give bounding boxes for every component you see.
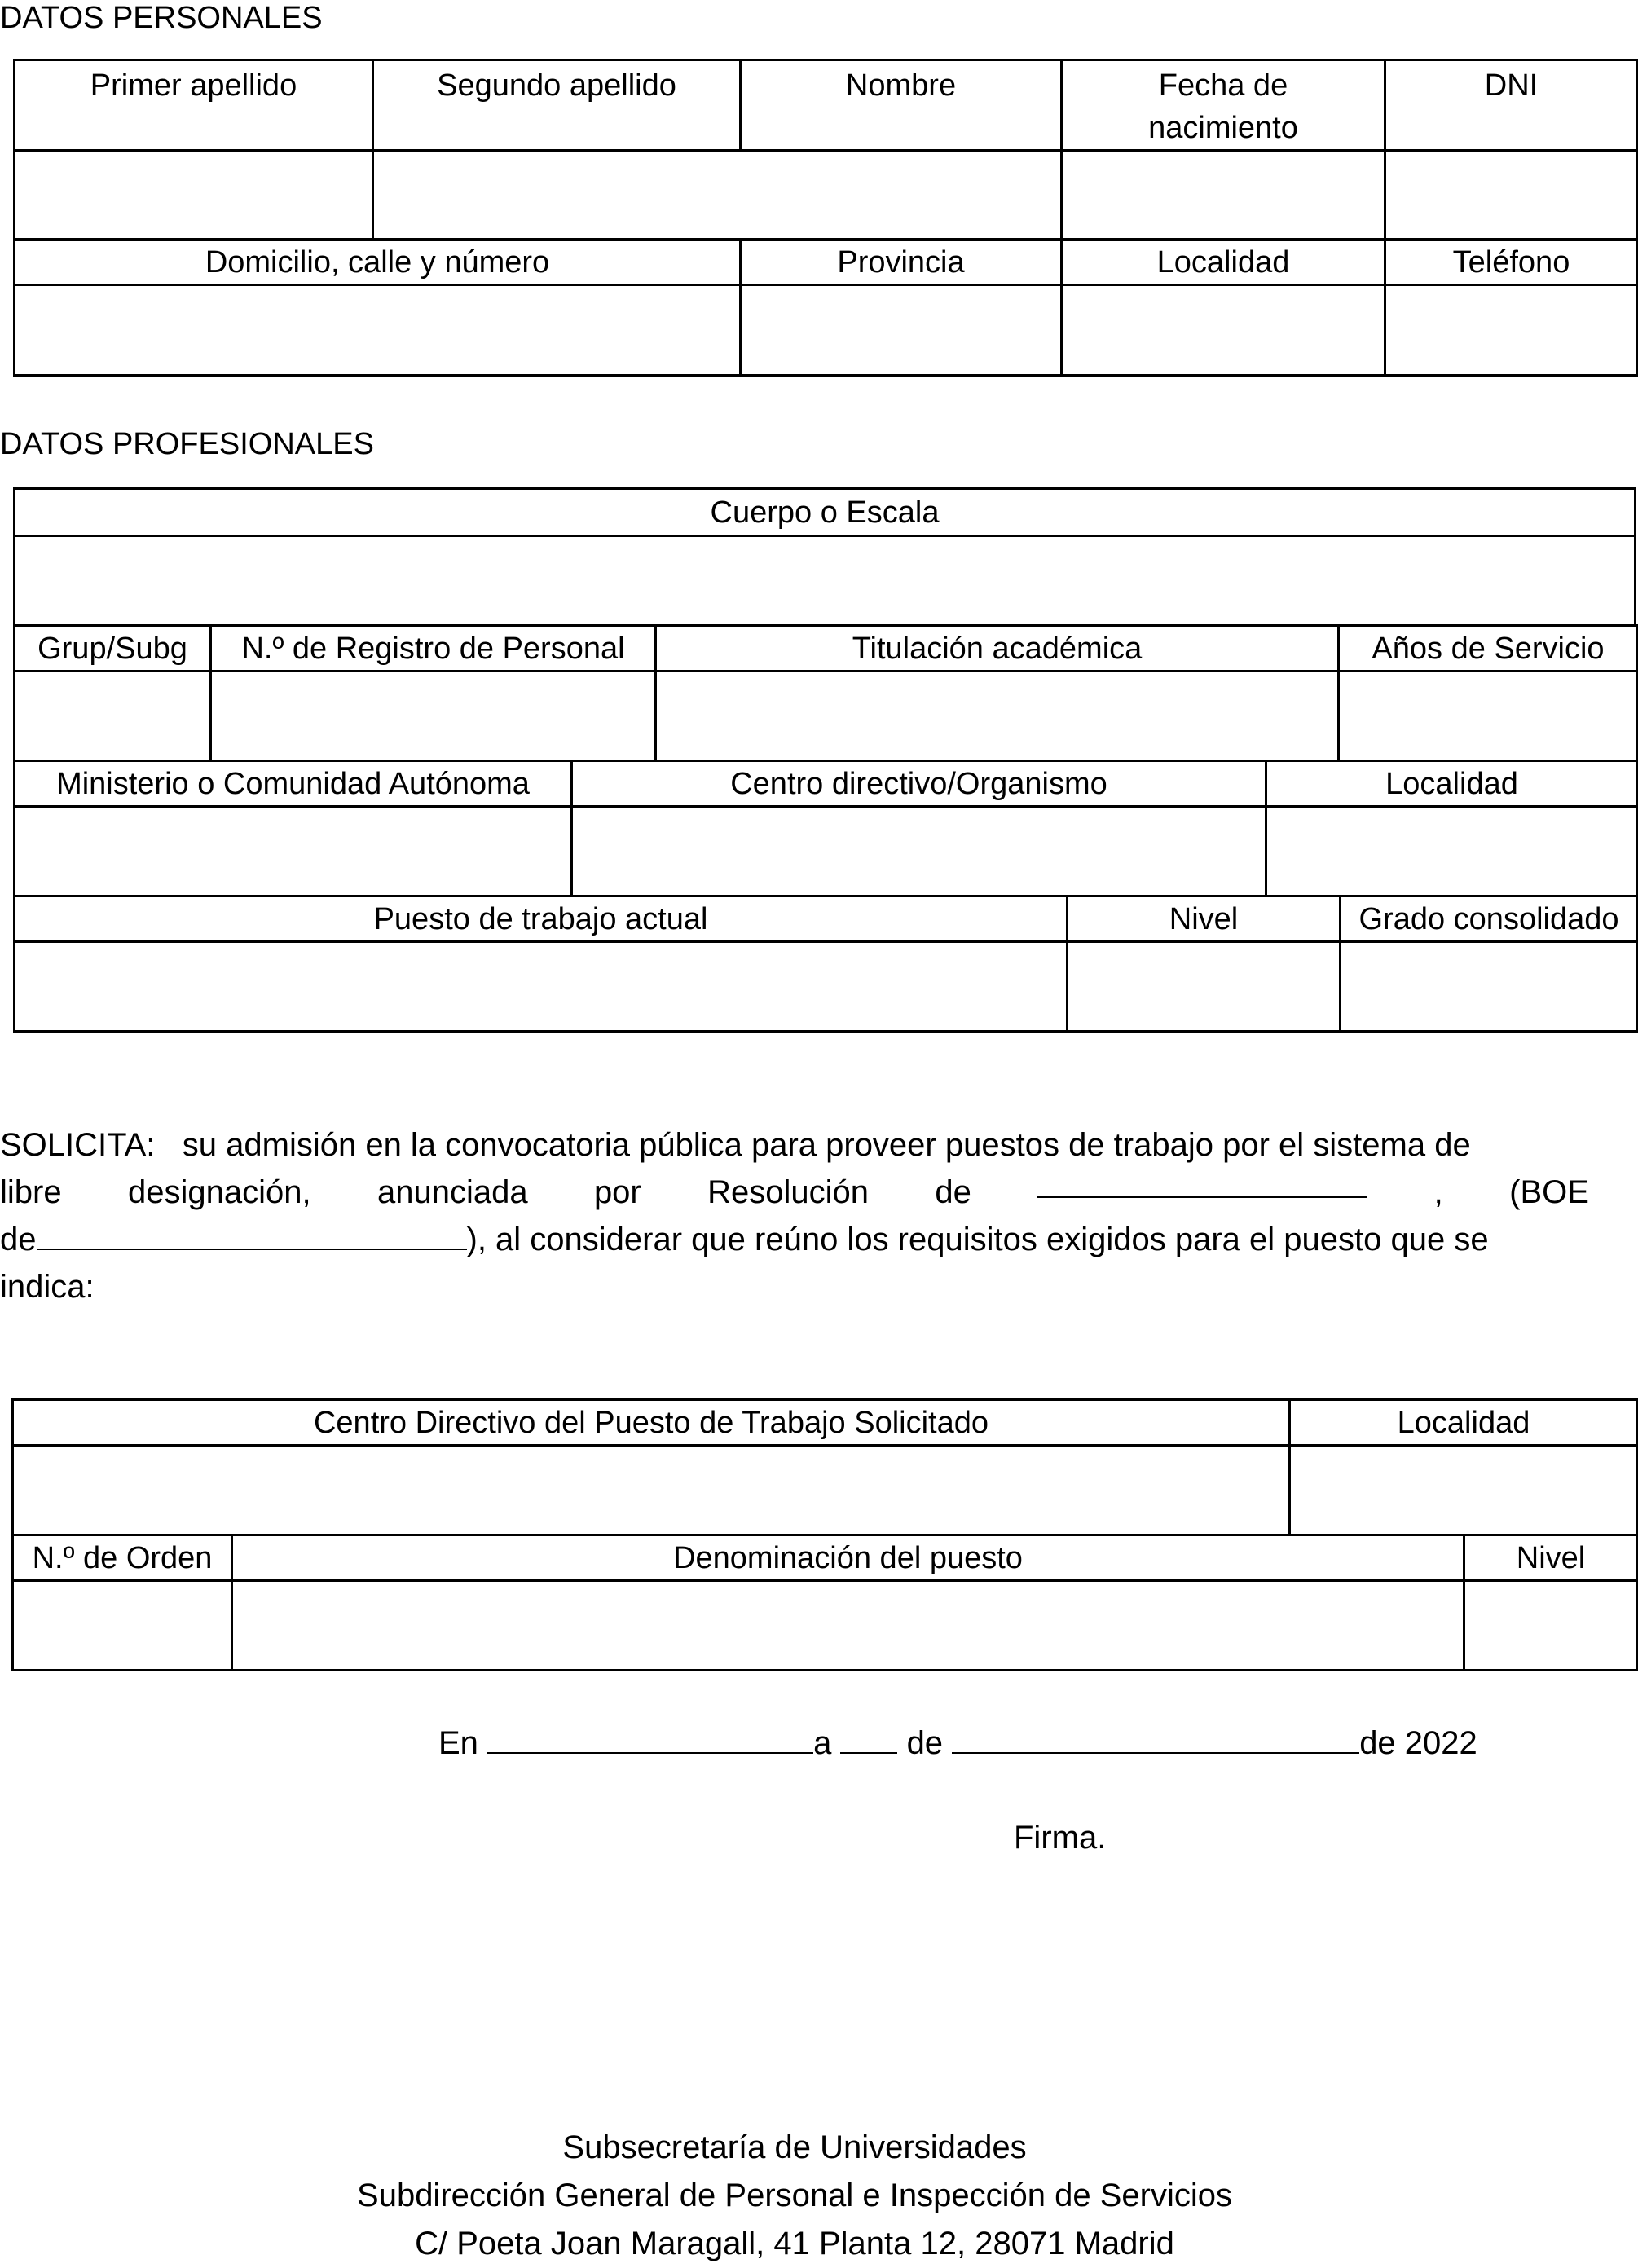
field-denominacion[interactable] (232, 1581, 1464, 1671)
solicita-line-2 (0, 1169, 1589, 1216)
footer-line-1: Subsecretaría de Universidades (562, 2129, 1027, 2165)
professional-ministerio-table (13, 760, 1638, 897)
solicita-de: de (0, 1222, 37, 1257)
professional-cuerpo-table (13, 487, 1636, 627)
solicita-line-1 (0, 1121, 1589, 1169)
boe-date-blank[interactable] (37, 1221, 467, 1250)
personal-address-table (13, 238, 1638, 377)
header-titulacion: Titulación académica (656, 626, 1339, 672)
solicita-text-3: ), al considerar que reúno los requisitos exigidos para el puesto que se (466, 1222, 1489, 1257)
field-grado-consolidado[interactable] (1341, 942, 1638, 1032)
field-grup-subg[interactable] (15, 672, 211, 761)
field-domicilio[interactable] (15, 285, 741, 376)
professional-data-title: DATOS PROFESIONALES (0, 427, 374, 461)
solicita-line-4: indica: (0, 1269, 95, 1305)
field-localidad-trabajo[interactable] (1266, 807, 1638, 896)
solicita-word: de (935, 1174, 971, 1210)
signature-label: Firma. (1014, 1820, 1107, 1856)
header-grup-subg: Grup/Subg (15, 626, 211, 672)
header-segundo-apellido: Segundo apellido (373, 60, 741, 151)
solicita-comma: , (1433, 1174, 1443, 1210)
personal-data-title: DATOS PERSONALES (0, 1, 323, 35)
header-anos-servicio: Años de Servicio (1339, 626, 1638, 672)
field-localidad[interactable] (1062, 285, 1385, 376)
field-segundo-apellido-nombre[interactable] (373, 151, 1062, 240)
field-dni[interactable] (1385, 151, 1638, 240)
solicita-text-1: su admisión en la convocatoria pública para proveer puestos de trabajo por el sistema de (182, 1127, 1471, 1163)
month-blank[interactable] (952, 1721, 1359, 1754)
solicita-boe: (BOE (1509, 1174, 1589, 1210)
requested-centro-table (11, 1398, 1638, 1536)
header-telefono: Teléfono (1385, 240, 1638, 285)
requested-puesto-table (11, 1534, 1638, 1671)
date-a: a (813, 1725, 832, 1761)
header-fecha-nacimiento: Fecha de nacimiento (1062, 60, 1385, 151)
personal-data-table (13, 59, 1638, 241)
day-blank[interactable] (840, 1721, 897, 1754)
field-centro-solicitado[interactable] (13, 1446, 1290, 1535)
date-de: de (906, 1725, 944, 1761)
solicita-paragraph (0, 1121, 1589, 1310)
place-blank[interactable] (487, 1721, 813, 1754)
field-provincia[interactable] (741, 285, 1062, 376)
header-numero-orden: N.º de Orden (13, 1535, 232, 1581)
header-dni: DNI (1385, 60, 1638, 151)
field-nivel-solicitado[interactable] (1464, 1581, 1638, 1671)
field-primer-apellido[interactable] (15, 151, 373, 240)
resolucion-date-blank[interactable] (1037, 1169, 1367, 1198)
solicita-word: anunciada (376, 1174, 528, 1210)
solicita-label: SOLICITA: (0, 1127, 156, 1163)
footer-line-3: C/ Poeta Joan Maragall, 41 Planta 12, 28071 Madrid (415, 2226, 1174, 2261)
header-denominacion: Denominación del puesto (232, 1535, 1464, 1581)
field-ministerio[interactable] (15, 807, 572, 896)
field-fecha-nacimiento[interactable] (1062, 151, 1385, 240)
field-localidad-solicitada[interactable] (1290, 1446, 1638, 1535)
field-telefono[interactable] (1385, 285, 1638, 376)
header-primer-apellido: Primer apellido (15, 60, 373, 151)
field-centro-directivo[interactable] (572, 807, 1266, 896)
header-domicilio: Domicilio, calle y número (15, 240, 741, 285)
solicita-word: por (593, 1174, 641, 1210)
header-grado-consolidado: Grado consolidado (1341, 896, 1638, 942)
header-centro-solicitado: Centro Directivo del Puesto de Trabajo Solicitado (13, 1400, 1290, 1446)
header-localidad-trabajo: Localidad (1266, 761, 1638, 807)
header-provincia: Provincia (741, 240, 1062, 285)
field-puesto-actual[interactable] (15, 942, 1068, 1032)
field-cuerpo-escala[interactable] (15, 536, 1636, 626)
header-cuerpo-escala: Cuerpo o Escala (15, 489, 1636, 536)
header-registro-personal: N.º de Registro de Personal (211, 626, 656, 672)
date-year: de 2022 (1359, 1725, 1477, 1761)
professional-puesto-table (13, 895, 1638, 1033)
professional-registro-table (13, 624, 1638, 762)
header-nombre: Nombre (741, 60, 1062, 151)
header-localidad-solicitada: Localidad (1290, 1400, 1638, 1446)
header-puesto-actual: Puesto de trabajo actual (15, 896, 1068, 942)
date-line (438, 1721, 1477, 1764)
solicita-line-3 (0, 1216, 1589, 1263)
header-centro-directivo: Centro directivo/Organismo (572, 761, 1266, 807)
header-localidad: Localidad (1062, 240, 1385, 285)
field-registro-personal[interactable] (211, 672, 656, 761)
field-numero-orden[interactable] (13, 1581, 232, 1671)
solicita-word: libre (0, 1174, 62, 1210)
solicita-word: designación, (127, 1174, 311, 1210)
solicita-word: Resolución (707, 1174, 870, 1210)
footer-line-2: Subdirección General de Personal e Inspección de Servicios (357, 2178, 1232, 2213)
field-nivel[interactable] (1068, 942, 1341, 1032)
footer (0, 2124, 1589, 2268)
field-titulacion[interactable] (656, 672, 1339, 761)
header-nivel-solicitado: Nivel (1464, 1535, 1638, 1581)
header-nivel: Nivel (1068, 896, 1341, 942)
date-en: En (438, 1725, 478, 1761)
field-anos-servicio[interactable] (1339, 672, 1638, 761)
header-ministerio: Ministerio o Comunidad Autónoma (15, 761, 572, 807)
